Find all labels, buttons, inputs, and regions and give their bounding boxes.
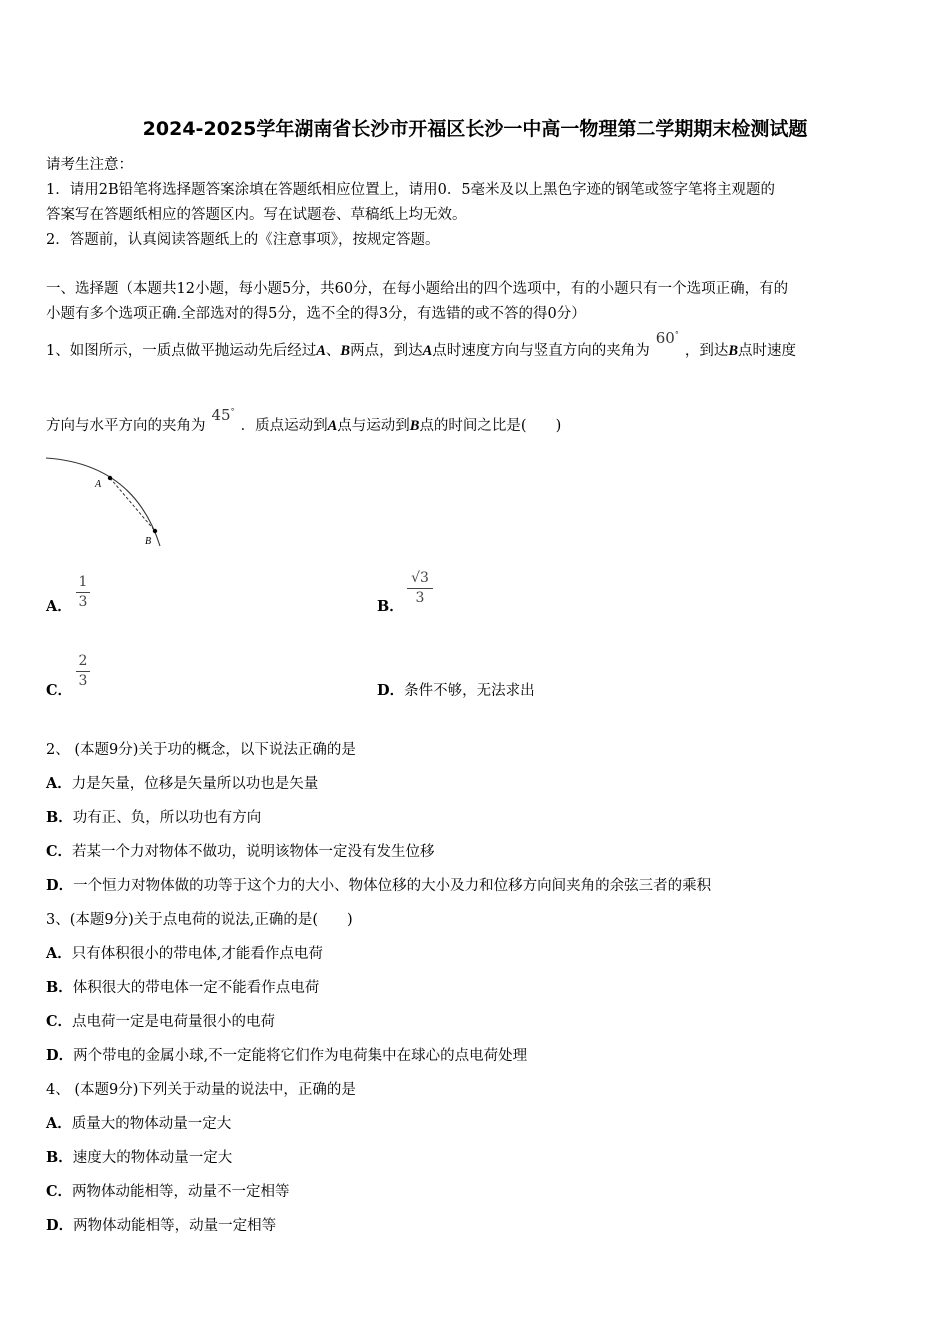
q1-option-b-fraction: √3 3 bbox=[407, 570, 433, 607]
notice-heading: 请考生注意： bbox=[46, 157, 133, 173]
chord-dashed bbox=[110, 478, 155, 531]
angle-60: 60° bbox=[655, 329, 679, 347]
section-heading-line2: 小题有多个选项正确.全部选对的得5分，选不全的得3分，有选错的或不答的得0分） bbox=[46, 306, 586, 322]
q2-stem: 2、 (本题9分)关于功的概念，以下说法正确的是 bbox=[46, 742, 356, 758]
q1-option-b-label: B． bbox=[377, 598, 404, 615]
q2-option-c: C．若某一个力对物体不做功，说明该物体一定没有发生位移 bbox=[46, 843, 435, 860]
q1-stem-line2: 方向与水平方向的夹角为45°．质点运动到A点与运动到B点的时间之比是( ) bbox=[46, 406, 562, 434]
label-b: B bbox=[145, 536, 152, 547]
q3-option-d: D．两个带电的金属小球,不一定能将它们作为电荷集中在球心的点电荷处理 bbox=[46, 1047, 528, 1064]
notice-item-1a: 1．请用2B铅笔将选择题答案涂填在答题纸相应位置上，请用0．5毫米及以上黑色字迹的钢笔或签字笔将主观题的 bbox=[46, 182, 776, 198]
q1-option-d: D．条件不够，无法求出 bbox=[377, 682, 535, 699]
q3-stem: 3、(本题9分)关于点电荷的说法,正确的是( ) bbox=[46, 912, 353, 928]
q4-option-c: C．两物体动能相等，动量不一定相等 bbox=[46, 1183, 290, 1200]
q3-option-c: C．点电荷一定是电荷量很小的电荷 bbox=[46, 1013, 276, 1030]
trajectory-figure bbox=[44, 452, 168, 552]
q4-stem: 4、 (本题9分)下列关于动量的说法中，正确的是 bbox=[46, 1082, 356, 1098]
notice-item-1b: 答案写在答题纸相应的答题区内。写在试题卷、草稿纸上均无效。 bbox=[46, 207, 467, 223]
q3-option-a: A．只有体积很小的带电体,才能看作点电荷 bbox=[46, 945, 323, 962]
q2-option-a: A．力是矢量，位移是矢量所以功也是矢量 bbox=[46, 775, 319, 792]
q1-stem-line1: 1、如图所示，一质点做平抛运动先后经过A、B两点，到达A点时速度方向与竖直方向的夹角为60°，到达B点时速度 bbox=[46, 329, 797, 359]
q2-option-b: B．功有正、负，所以功也有方向 bbox=[46, 809, 262, 826]
q1-option-a-label: A． bbox=[46, 598, 72, 615]
q3-option-b: B．体积很大的带电体一定不能看作点电荷 bbox=[46, 979, 320, 996]
q2-option-d: D．一个恒力对物体做的功等于这个力的大小、物体位移的大小及力和位移方向间夹角的余弦三者的乘积 bbox=[46, 877, 712, 894]
page-title: 2024-2025学年湖南省长沙市开福区长沙一中高一物理第二学期期末检测试题 bbox=[142, 118, 808, 140]
label-a: A bbox=[95, 479, 102, 490]
q4-option-a: A．质量大的物体动量一定大 bbox=[46, 1115, 232, 1132]
point-b bbox=[153, 529, 157, 533]
q4-option-b: B．速度大的物体动量一定大 bbox=[46, 1149, 233, 1166]
angle-45: 45° bbox=[211, 406, 235, 424]
q1-option-a-fraction: 1 3 bbox=[76, 574, 90, 611]
point-a bbox=[108, 476, 112, 480]
q1-option-c-fraction: 2 3 bbox=[76, 653, 90, 690]
notice-item-2: 2．答题前，认真阅读答题纸上的《注意事项》，按规定答题。 bbox=[46, 232, 440, 248]
section-heading-line1: 一、选择题（本题共12小题，每小题5分，共60分，在每小题给出的四个选项中，有的小题只有一个选项正确，有的 bbox=[46, 281, 789, 297]
trajectory-curve bbox=[46, 458, 160, 546]
q1-option-c-label: C． bbox=[46, 682, 73, 699]
q4-option-d: D．两物体动能相等，动量一定相等 bbox=[46, 1217, 277, 1234]
